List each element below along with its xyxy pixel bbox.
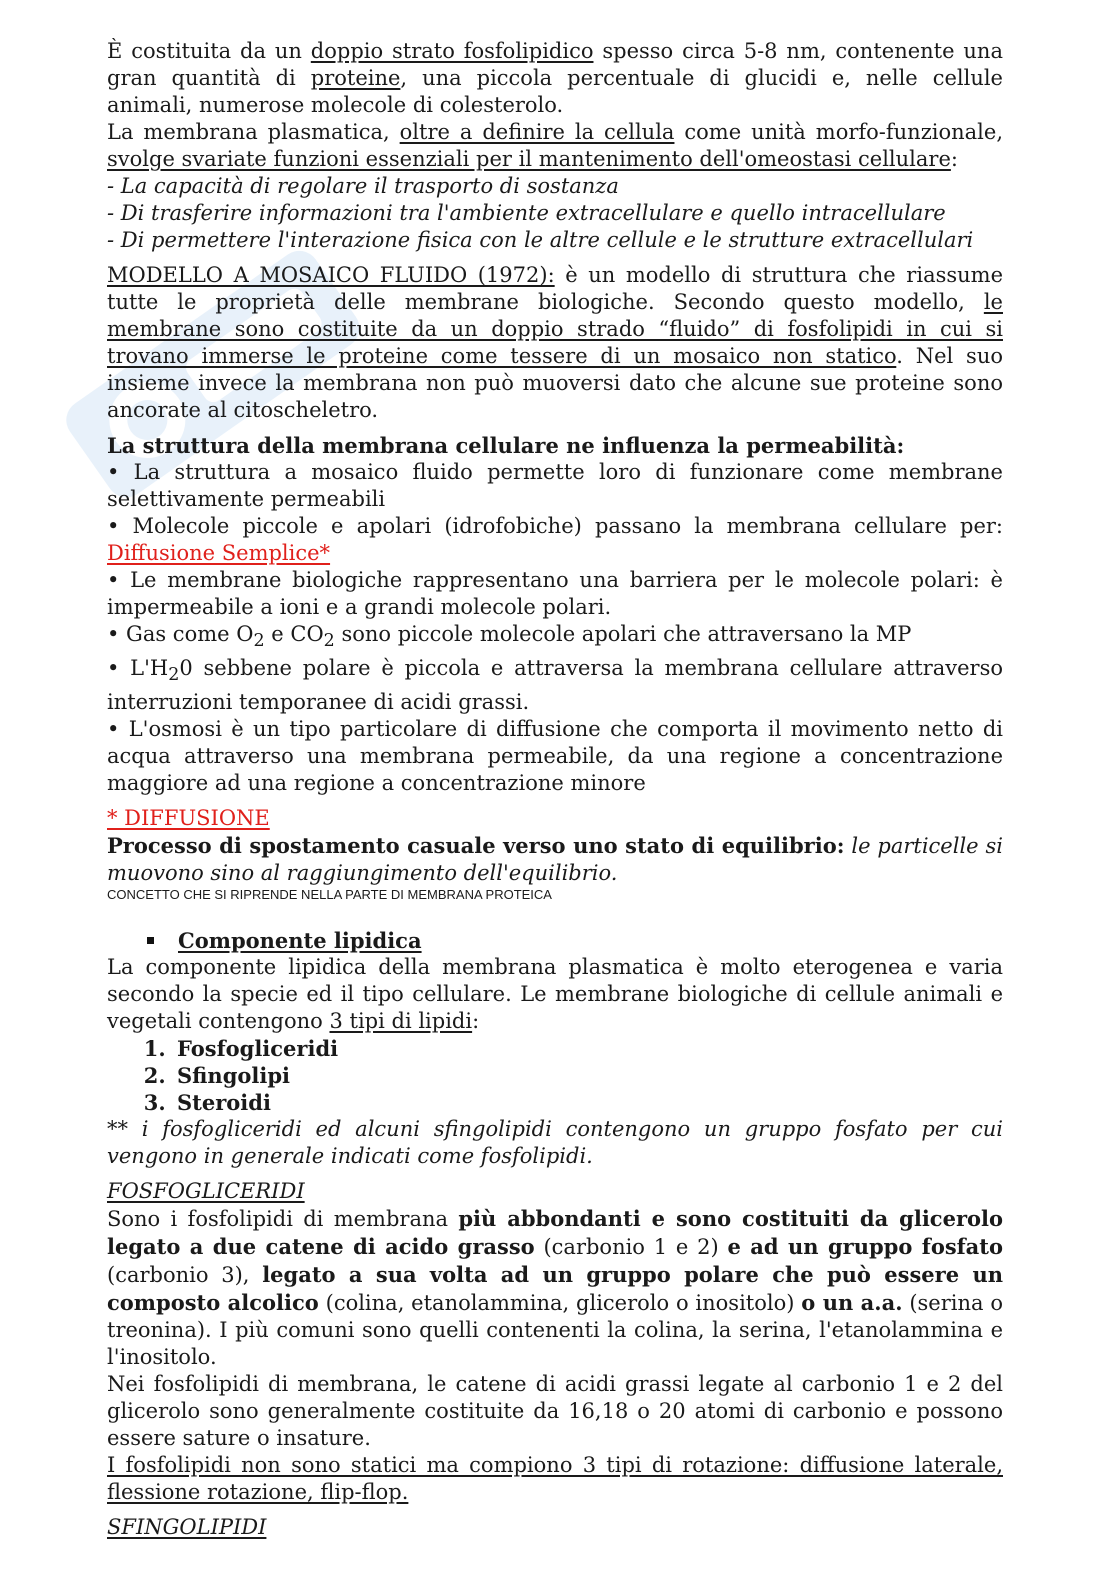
- sfingolipidi-title: SFINGOLIPIDI: [107, 1515, 267, 1540]
- lipid-types-list: [107, 1035, 1003, 1116]
- lipid-note: ** i fosfogliceridi ed alcuni sfingolipidi contengono un gruppo fosfato per cui vengono in generale indicati come fosfolipidi.: [107, 1117, 1003, 1169]
- paragraph-fatty-acids: Nei fosfolipidi di membrana, le catene di acidi grassi legate al carbonio 1 e 2 del glicerolo sono generalmente costituite da 16,18 o 20 atomi di carbonio e possono essere sature o insature.: [107, 1372, 1003, 1451]
- bullet-item: • L'osmosi è un tipo particolare di diffusione che comporta il movimento netto di acqua attraverso una membrana permeabile, da una regione a concentrazione maggiore ad una regione a concentrazione minore: [107, 717, 1003, 796]
- bullet-item: • $L'H_20$ sebbene polare è piccola e attraversa la membrana cellulare attraverso interruzioni temporanee di acidi grassi.: [107, 656, 1004, 715]
- fosfogliceridi-title: FOSFOGLICERIDI: [107, 1179, 305, 1204]
- square-bullet-icon: [147, 937, 154, 944]
- diffusion-title: * DIFFUSIONE: [107, 806, 270, 831]
- paragraph-functions: La membrana plasmatica, oltre a definire la cellula come unità morfo-funzionale, svolge svariate funzioni essenziali per il mantenimento dell'omeostasi cellulare:: [107, 120, 1003, 171]
- bullet-item: • Le membrane biologiche rappresentano una barriera per le molecole polari: è impermeabile a ioni e a grandi molecole polari.: [107, 568, 1003, 619]
- paragraph-fosfogliceridi: Sono i fosfolipidi di membrana più abbondanti e sono costituiti da glicerolo legato a due catene di acido grasso (carbonio 1 e 2) e ad un gruppo fosfato (carbonio 3), legato a sua volta ad un gruppo polare che può essere un composto alcolico (colina, etanolammina, glicerolo o inositolo) o un a.a. (serina o treonina). I più comuni sono quelli contenenti la colina, la serina, l'etanolammina e l'inositolo.: [107, 1206, 1004, 1370]
- permeability-title: La struttura della membrana cellulare ne influenza la permeabilità:: [107, 433, 905, 458]
- function-item: - Di permettere l'interazione fisica con le altre cellule e le strutture extracellulari: [107, 228, 974, 252]
- diffusion-link[interactable]: Diffusione Semplice*: [107, 541, 331, 565]
- function-item: - Di trasferire informazioni tra l'ambiente extracellulare e quello intracellulare: [107, 201, 946, 225]
- bullet-item: • La struttura a mosaico fluido permette loro di funzionare come membrane selettivamente permeabili: [107, 460, 1003, 511]
- bullet-item: • Gas come $O_2$ e $CO_2$ sono piccole molecole apolari che attraversano la MP: [107, 622, 912, 652]
- diffusion-note: CONCETTO CHE SI RIPRENDE NELLA PARTE DI MEMBRANA PROTEICA: [107, 887, 552, 903]
- paragraph-intro: È costituita da un doppio strato fosfolipidico spesso circa 5-8 nm, contenente una gran quantità di proteine, una piccola percentuale di glucidi e, nelle cellule animali, numerose molecole di colesterolo.: [107, 39, 1003, 117]
- bullet-item: • Molecole piccole e apolari (idrofobiche) passano la membrana cellulare per: Diffusione Semplice*: [107, 514, 1003, 565]
- lipid-heading: Componente lipidica: [178, 928, 422, 954]
- model-title: MODELLO A MOSAICO FLUIDO (1972):: [107, 263, 555, 287]
- paragraph-lipids: La componente lipidica della membrana plasmatica è molto eterogenea e varia secondo la specie ed il tipo cellulare. Le membrane biologiche di cellule animali e vegetali contengono 3 tipi di lipidi:: [107, 955, 1003, 1034]
- paragraph-rotation: I fosfolipidi non sono statici ma compiono 3 tipi di rotazione: diffusione laterale, flessione rotazione, flip-flop.: [107, 1453, 1003, 1505]
- document-page: [107, 38, 1003, 1541]
- function-item: - La capacità di regolare il trasporto di sostanza: [107, 174, 619, 198]
- list-item: 3. Steroidi: [173, 1089, 1003, 1116]
- paragraph-diffusion: Processo di spostamento casuale verso uno stato di equilibrio: le particelle si muovono sino al raggiungimento dell'equilibrio.: [107, 833, 1003, 886]
- list-item: 2. Sfingolipi: [173, 1062, 1003, 1089]
- list-item: 1. Fosfogliceridi: [173, 1035, 1003, 1062]
- section-heading: [107, 927, 1003, 954]
- paragraph-model: MODELLO A MOSAICO FLUIDO (1972): è un modello di struttura che riassume tutte le proprietà delle membrane biologiche. Secondo questo modello, le membrane sono costituite da un doppio strado “fluido” di fosfolipidi in cui si trovano immerse le proteine come tessere di un mosaico non statico. Nel suo insieme invece la membrana non può muoversi dato che alcune sue proteine sono ancorate al citoscheletro.: [107, 263, 1004, 422]
